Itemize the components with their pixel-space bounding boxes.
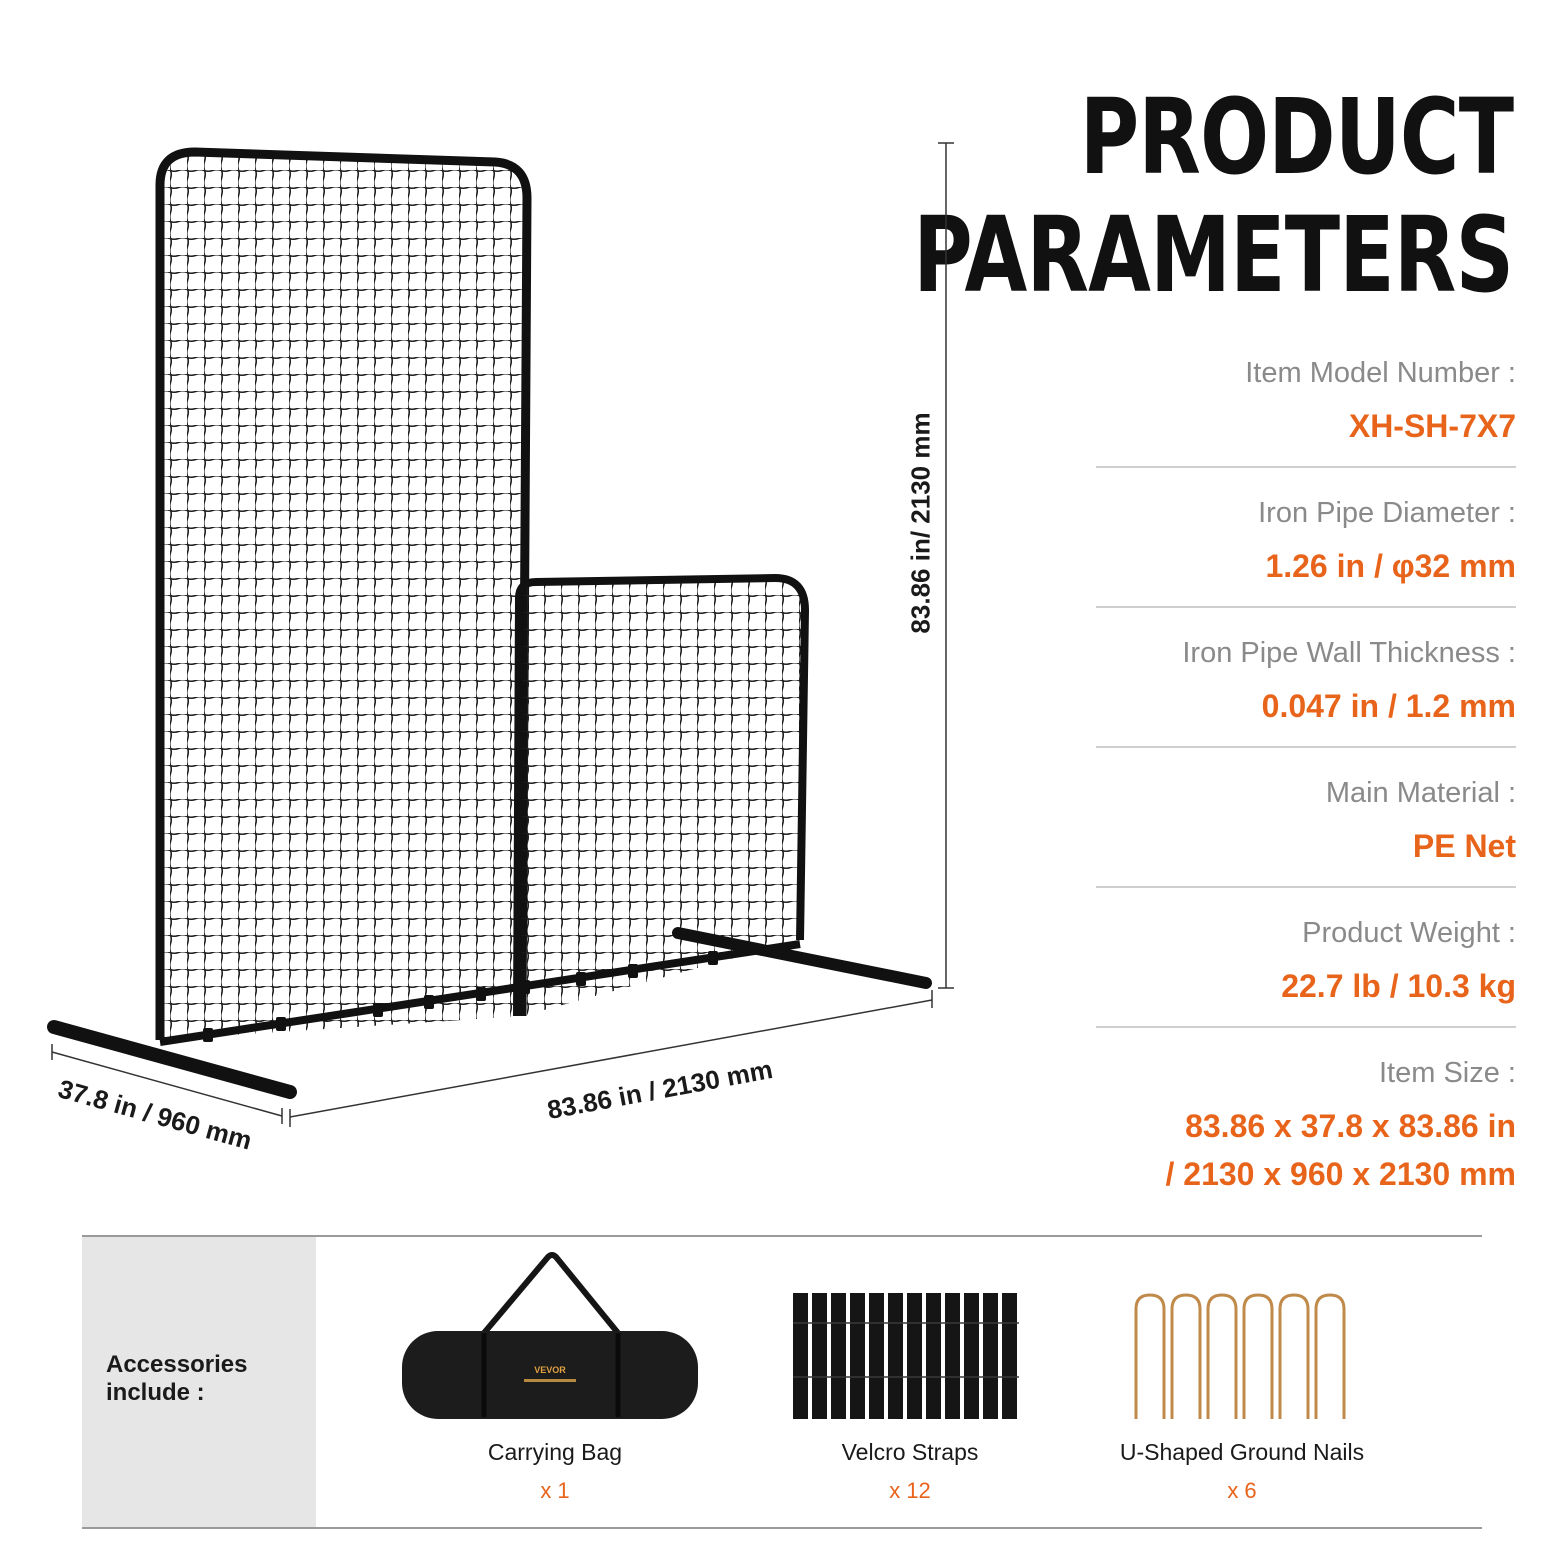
divider [1096, 606, 1516, 608]
accessories-section [82, 1235, 1482, 1529]
param-label: Iron Pipe Diameter : [1258, 497, 1516, 529]
width-dimension-label: 83.86 in / 2130 mm [544, 1053, 775, 1126]
carrying-bag-image [400, 1251, 700, 1426]
param-value: PE Net [1412, 828, 1516, 864]
param-value: 83.86 x 37.8 x 83.86 in [1185, 1108, 1516, 1144]
param-pipe-diameter [1096, 490, 1516, 608]
title-line-1: PRODUCT [1079, 76, 1513, 198]
net-mesh-tall [160, 152, 527, 1040]
param-label: Iron Pipe Wall Thickness : [1182, 637, 1516, 669]
height-dimension-label: 83.86 in/ 2130 mm [905, 412, 936, 634]
param-value-metric: / 2130 x 960 x 2130 mm [1165, 1156, 1516, 1192]
accessory-qty: x 1 [540, 1478, 570, 1503]
accessory-name: Velcro Straps [841, 1439, 979, 1465]
param-label: Item Size : [1379, 1057, 1516, 1089]
accessory-ground-nails [1092, 1439, 1392, 1504]
accessory-name: Carrying Bag [487, 1439, 623, 1465]
page-title [913, 78, 1513, 314]
param-wall-thickness [1096, 630, 1516, 748]
accessory-name: U-Shaped Ground Nails [1119, 1439, 1365, 1465]
title-line-2: PARAMETERS [912, 194, 1513, 316]
depth-dimension-label: 37.8 in / 960 mm [55, 1073, 256, 1156]
param-value: 0.047 in / 1.2 mm [1261, 688, 1516, 724]
parameter-list [1096, 350, 1516, 1198]
bag-brand-logo: VEVOR [534, 1365, 566, 1375]
param-label: Product Weight : [1302, 917, 1516, 949]
param-material [1096, 770, 1516, 888]
divider [1096, 1026, 1516, 1028]
accessory-qty: x 6 [1227, 1478, 1257, 1503]
param-label: Main Material : [1325, 777, 1516, 809]
divider [1096, 466, 1516, 468]
divider [1096, 886, 1516, 888]
param-item-size [1096, 1050, 1516, 1198]
param-value: XH-SH-7X7 [1348, 408, 1516, 444]
height-dimension-line [938, 143, 954, 988]
param-value: 22.7 lb / 10.3 kg [1281, 968, 1516, 1004]
product-image [0, 0, 1000, 1200]
param-weight [1096, 910, 1516, 1028]
ground-nails-image [1132, 1293, 1352, 1421]
accessory-carrying-bag [405, 1439, 705, 1504]
velcro-straps-image [793, 1293, 1023, 1419]
divider [1096, 746, 1516, 748]
accessory-velcro-straps [760, 1439, 1060, 1504]
accessory-qty: x 12 [889, 1478, 931, 1503]
param-label: Item Model Number : [1245, 357, 1516, 389]
accessories-title: Accessories include : [106, 1351, 248, 1406]
param-model-number [1096, 350, 1516, 468]
param-value: 1.26 in / φ32 mm [1265, 548, 1516, 584]
